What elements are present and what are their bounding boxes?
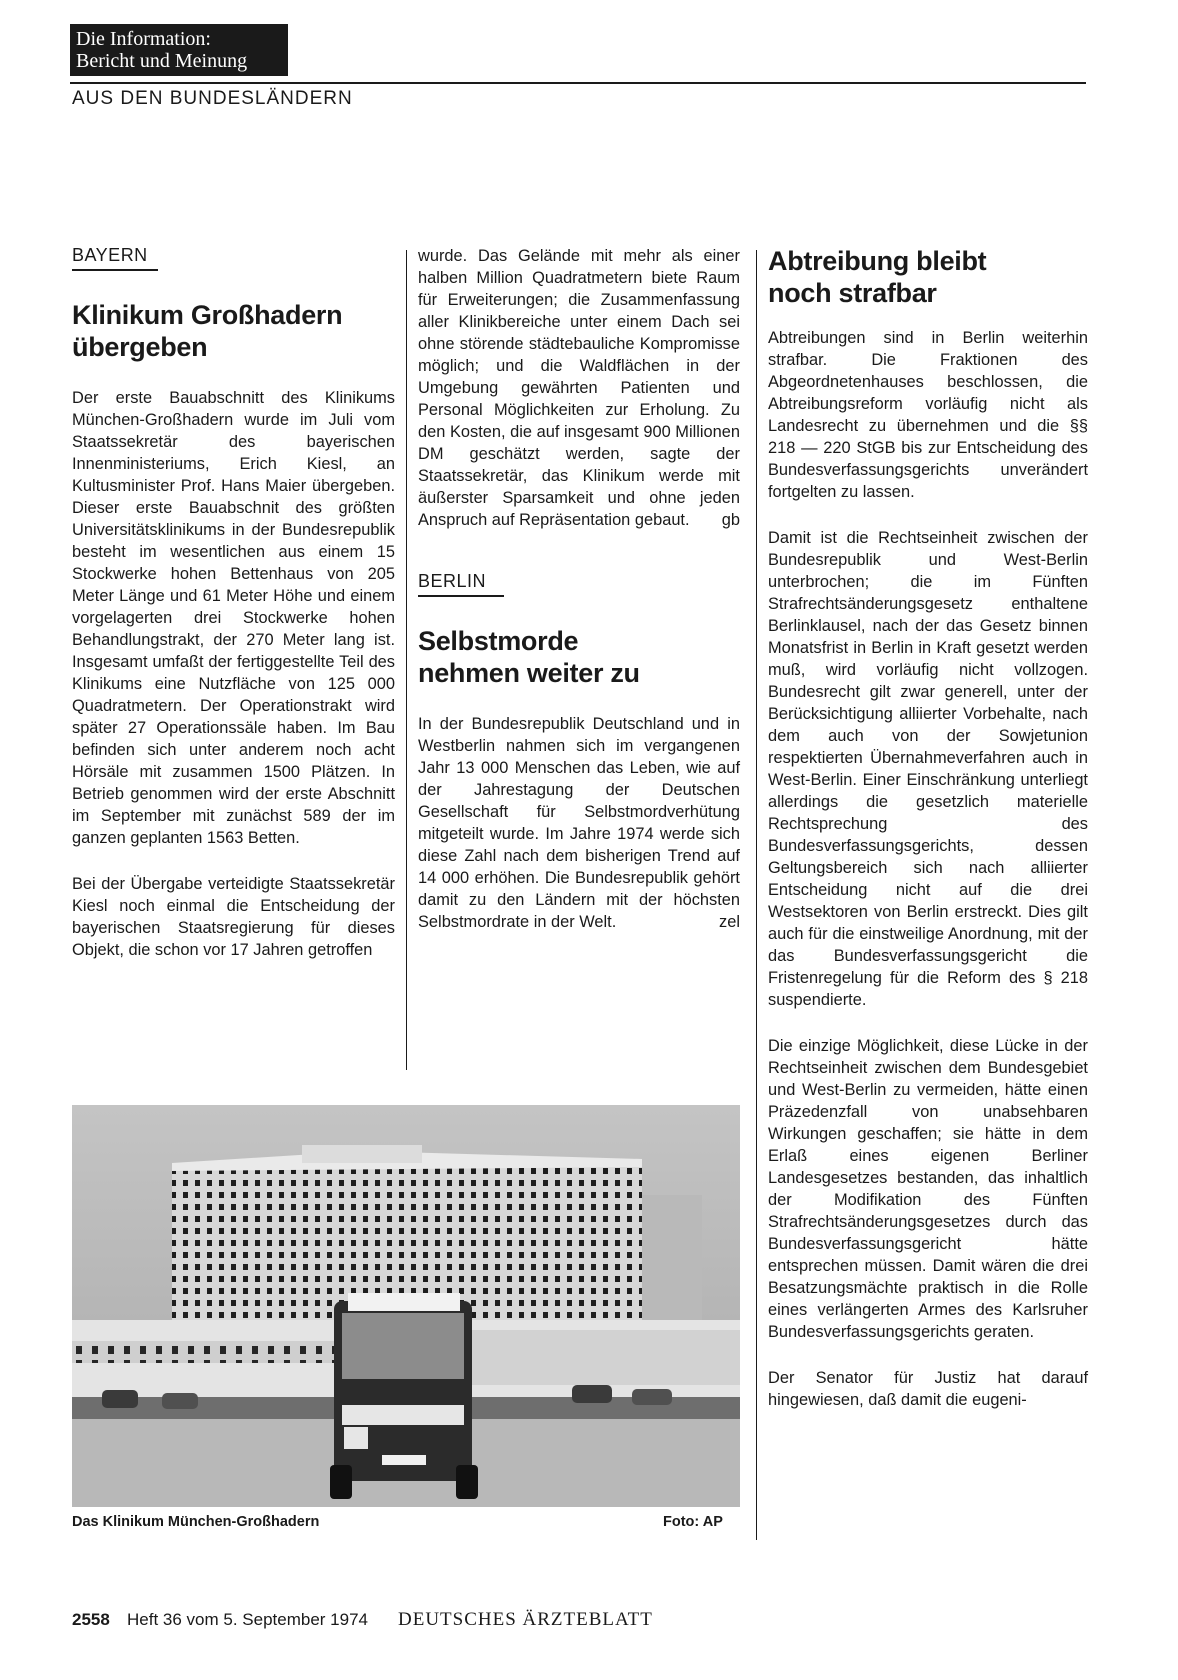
headline-abtreibung [768,245,1088,309]
clinic-photo-illustration [72,1105,740,1507]
page-number: 2558 [72,1610,110,1629]
region-label-berlin: BERLIN [418,571,487,591]
headline-line1: Abtreibung bleibt [768,246,987,276]
column-1 [72,245,395,985]
article-paragraph: Die einzige Möglichkeit, diese Lücke in der Rechtseinheit zwischen dem Bundesgebiet und West-Berlin zu vermeiden, hätte einen Präzedenzfall von unabsehbaren Wirkungen geschaffen; sie hätte in dem Erlaß eines eigenen Berliner Landesgesetzes bestanden, das inhaltlich der Modifikation des Fünften Strafrechtsänderungsgesetzes durch das Bundesverfassungsgericht hätte entsprechen müssen. Damit wären die drei Besatzungsmächte praktisch in die Rolle eines verlängerten Armes des Karlsruher Bundesverfassungsgerichts geraten. [768,1037,1088,1341]
article-paragraph: wurde. Das Gelände mit mehr als einer halben Million Quadratmetern biete Raum für Erweiterungen; die Zusammenfassung aller Klinikbereiche unter einem Dach sei ohne störende städtebauliche Kompromisse möglich; und die Waldflächen in der Umgebung gewährten Patienten und Personal Möglichkeiten zur Erholung. Zu den Kosten, die auf insgesamt 900 Millionen DM geschätzt werden, sagte der Staatssekretär, das Klinikum werde mit äußerster Sparsamkeit und ohne jeden Anspruch auf Repräsentation gebaut. [418,247,740,529]
region-label-bayern: BAYERN [72,245,148,265]
issue-line: Heft 36 vom 5. September 1974 [127,1610,368,1629]
bus-icon [330,1293,478,1499]
clinic-photo [72,1105,740,1507]
column-divider-1 [406,250,407,1070]
section-title: AUS DEN BUNDESLÄNDERN [72,88,353,109]
article-paragraph: In der Bundesrepublik Deutschland und in Westberlin nahmen sich im vergangenen Jahr 13 000 Menschen das Leben, wie auf der Jahrestagung der Deutschen Gesellschaft für Selbstmordverhütung mitgeteilt wurde. Im Jahre 1974 werde sich diese Zahl nach dem bisherigen Trend auf 14 000 erhöhen. Die Bundesrepublik gehört damit zu den Ländern mit der höchsten Selbstmordrate in der Welt. [418,715,740,931]
article-paragraph: Bei der Übergabe verteidigte Staatssekretär Kiesl noch einmal die Entscheidung der bayerischen Staatsregierung für dieses Objekt, die schon vor 17 Jahren getroffen [72,875,395,959]
headline-line2: noch strafbar [768,278,937,308]
article-paragraph: Der erste Bauabschnitt des Klinikums München-Großhadern wurde im Juli vom Staatssekretär des bayerischen Innenministeriums, Erich Kiesl, an Kultusminister Prof. Hans Maier übergeben. Dieser erste Bauabschnit des größten Universitätsklinikums in der Bundesrepublik besteht im wesentlichen aus einem 15 Stockwerke hohen Bettenhaus von 205 Meter Länge und 61 Meter Höhe und einem vorgelagerten drei Stockwerke hohen Behandlungstrakt, der 270 Meter lang ist. Insgesamt umfaßt der fertiggestellte Teil des Klinikums eine Nutzfläche von 125 000 Quadratmetern. Der Operationstrakt wird später 27 Operationssäle haben. Im Bau befinden sich unter anderem noch acht Hörsäle mit zusammen 1500 Plätzen. In Betrieb genommen wird der erste Abschnitt im September mit zunächst 589 der im ganzen geplanten 1563 Betten. [72,389,395,847]
region-underline [418,595,504,597]
region-underline [72,269,158,271]
headline-line2: übergeben [72,332,208,362]
column-2 [418,245,740,973]
magazine-name: DEUTSCHES ÄRZTEBLATT [398,1609,653,1630]
column-3 [768,245,1088,1435]
author-signature: gb [721,511,740,529]
article-paragraph: Abtreibungen sind in Berlin weiterhin strafbar. Die Fraktionen des Abgeordnetenhauses beschlossen, die Abtreibungsreform vorläufig nicht als Landesrecht zu übernehmen und die §§ 218 — 220 StGB bis zur Entscheidung des Bundesverfassungsgerichts unverändert fortgelten zu lassen. [768,329,1088,501]
photo-caption: Das Klinikum München-Großhadern [72,1514,320,1530]
headline-selbstmorde [418,625,740,689]
author-signature: zel [719,913,740,931]
article-paragraph: Damit ist die Rechtseinheit zwischen der Bundesrepublik und West-Berlin unterbrochen; die im Fünften Strafrechtsänderungsgesetz enthaltene Berlinklausel, nach der das Gesetz binnen Monatsfrist in Berlin in Kraft gesetzt werden muß, wird vorläufig nicht vollzogen. Bundesrecht gilt zwar generell, unter der Berücksichtigung alliierter Vorbehalte, nach dem auch von der Sowjetunion respektierten Übernahmeverfahren auch in West-Berlin. Einer Einschränkung unterliegt allerdings die gesetzlich materielle Rechtsprechung des Bundesverfassungsgerichts, dessen Geltungsbereich sich nach alliierter Entscheidung nicht auf die drei Westsektoren von Berlin erstreckt. Dies gilt auch für die einstweilige Anordnung, mit der das Bundesverfassungsgericht die Fristenregelung für die Reform des § 218 suspendierte. [768,529,1088,1009]
photo-credit: Foto: AP [663,1514,723,1530]
headline-line1: Klinikum Großhadern [72,300,343,330]
article-berlin [418,571,740,933]
headline-line2: nehmen weiter zu [418,658,640,688]
rubric-label-line2: Bericht und Meinung [76,50,248,72]
rubric-label [70,24,288,76]
header-rule [70,82,1086,84]
article-paragraph: Der Senator für Justiz hat darauf hingewiesen, daß damit die eugeni- [768,1369,1088,1409]
headline-grosshadern [72,299,395,363]
column-divider-2 [756,250,757,1540]
headline-line1: Selbstmorde [418,626,579,656]
rubric-label-line1: Die Information: [76,28,211,50]
